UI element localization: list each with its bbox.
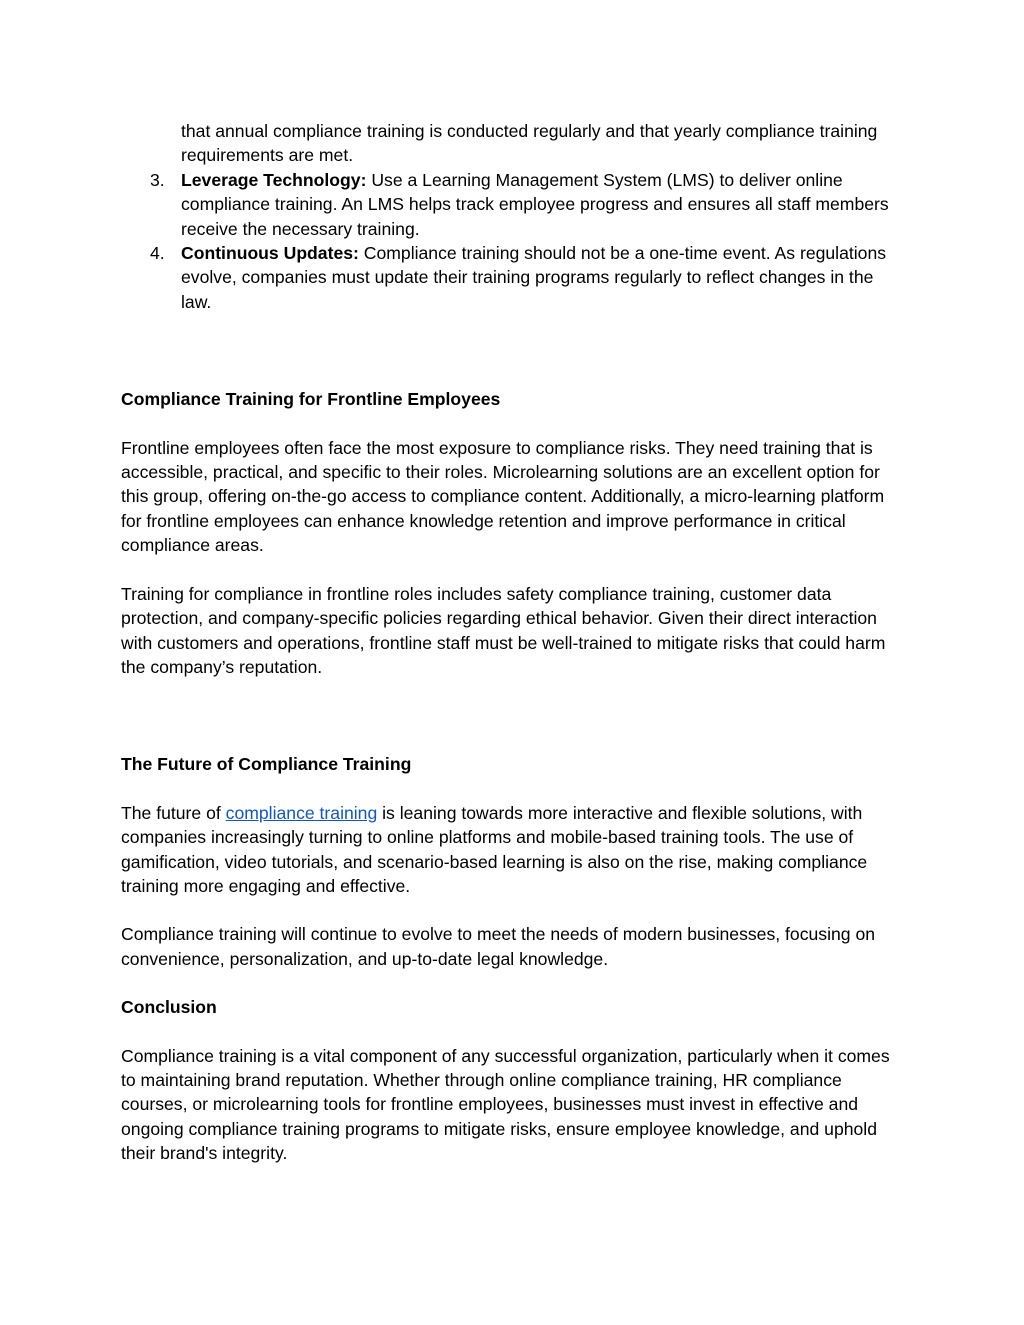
spacer <box>121 1020 906 1044</box>
list-item-lead: Leverage Technology: <box>181 169 367 190</box>
compliance-training-link[interactable]: compliance training <box>225 802 378 823</box>
section-heading-conclusion: Conclusion <box>121 997 217 1018</box>
list-item-lead: Continuous Updates: <box>181 243 359 264</box>
section-heading-future: The Future of Compliance Training <box>121 754 412 775</box>
paragraph-future-2: Compliance training will continue to evolve to meet the needs of modern businesses, focusing on convenience, personalization, and up-to-date legal knowledge. <box>121 924 876 969</box>
paragraph-conclusion: Compliance training is a vital component of any successful organization, particularly when it comes to maintaining brand reputation. Whether through online compliance training, HR compliance courses, or microlearning tools for frontline employees, businesses must invest in effective and ongoing compliance training programs to mitigate risks, ensure employee knowledge, and uphold their brand's integrity. <box>121 1045 890 1164</box>
spacer <box>121 679 906 752</box>
paragraph-future-1 <box>121 801 906 899</box>
list-item-continuous-updates <box>121 241 906 314</box>
numbered-list <box>121 168 906 314</box>
list-item-number: 4. <box>150 243 165 264</box>
paragraph-frontline-2: Training for compliance in frontline roles includes safety compliance training, customer data protection, and company-specific policies regarding ethical behavior. Given their direct interaction with customers and operations, frontline staff must be well-trained to mitigate risks that could harm the company’s reputation. <box>121 583 886 677</box>
document-body <box>121 119 906 1166</box>
spacer <box>121 898 906 922</box>
paragraph-text: is leaning towards more interactive and flexible solutions, with companies increasingly turning to online platforms and mobile-based training tools. The use of gamification, video tutorials, and scenario-based learning is also on the rise, making compliance training more engaging and effective. <box>121 802 868 896</box>
spacer <box>121 314 906 387</box>
list-item-continuation: that annual compliance training is conducted regularly and that yearly compliance training requirements are met. <box>181 121 878 166</box>
list-item-text: Use a Learning Management System (LMS) to deliver online compliance training. An LMS helps track employee progress and ensures all staff members receive the necessary training. <box>181 169 889 239</box>
spacer <box>121 971 906 995</box>
spacer <box>121 558 906 582</box>
paragraph-frontline-1: Frontline employees often face the most exposure to compliance risks. They need training that is accessible, practical, and specific to their roles. Microlearning solutions are an excellent option for this group, offering on-the-go access to compliance content. Additionally, a micro-learning platform for frontline employees can enhance knowledge retention and improve performance in critical compliance areas. <box>121 437 885 556</box>
list-item-number: 3. <box>150 169 165 190</box>
spacer <box>121 777 906 801</box>
spacer <box>121 412 906 436</box>
section-heading-frontline: Compliance Training for Frontline Employees <box>121 389 501 410</box>
list-item-leverage-technology <box>121 168 906 241</box>
list-item-text: Compliance training should not be a one-time event. As regulations evolve, companies must update their training programs regularly to reflect changes in the law. <box>181 243 887 312</box>
paragraph-text: The future of <box>121 802 226 823</box>
